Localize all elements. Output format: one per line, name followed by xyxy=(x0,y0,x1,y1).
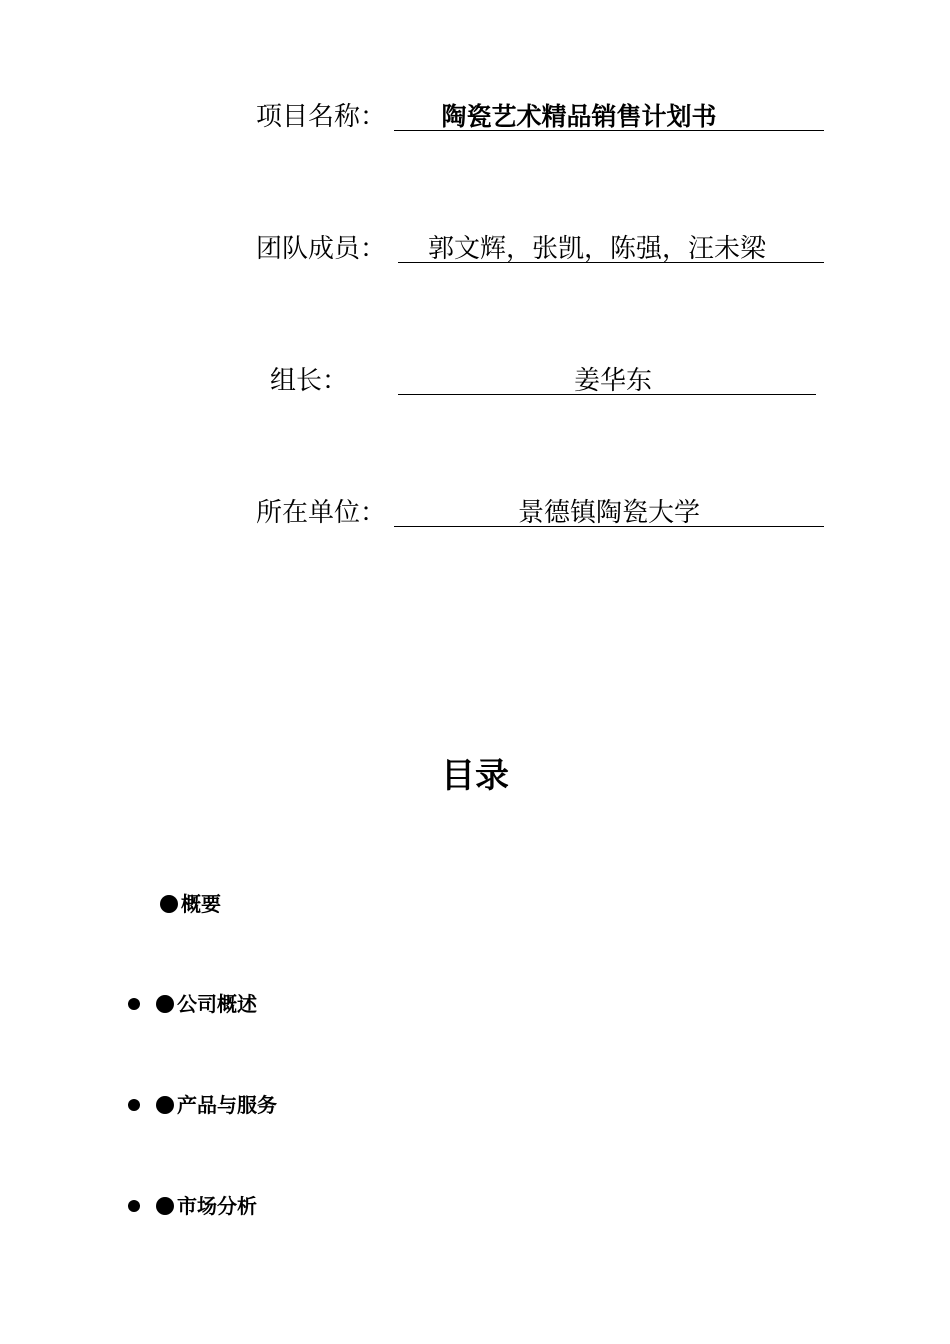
filled-circle-icon xyxy=(156,995,174,1013)
toc-title: 目录 xyxy=(441,756,509,796)
toc-item-market-analysis xyxy=(156,1192,257,1220)
list-bullet-icon xyxy=(128,1099,140,1111)
unit-row xyxy=(0,496,950,536)
list-bullet-icon xyxy=(128,1200,140,1212)
leader-label: 组长： xyxy=(270,366,349,396)
team-members-value: 郭文辉，张凯，陈强，汪未梁 xyxy=(428,234,767,264)
unit-label: 所在单位： xyxy=(256,498,387,528)
leader-value: 姜华东 xyxy=(573,366,652,396)
toc-item-label: 公司概述 xyxy=(177,992,257,1016)
project-name-label: 项目名称： xyxy=(256,102,387,132)
filled-circle-icon xyxy=(156,1197,174,1215)
team-members-label: 团队成员： xyxy=(256,234,387,264)
toc-item-label: 市场分析 xyxy=(177,1194,257,1218)
list-bullet-icon xyxy=(128,998,140,1010)
leader-row xyxy=(0,364,950,404)
filled-circle-icon xyxy=(160,895,178,913)
toc-item-label: 产品与服务 xyxy=(177,1093,277,1117)
toc-item-products-services xyxy=(156,1091,277,1119)
team-members-row xyxy=(0,232,950,272)
toc-item-label: 概要 xyxy=(181,892,221,916)
project-name-value: 陶瓷艺术精品销售计划书 xyxy=(441,102,717,131)
toc-item-company-overview xyxy=(156,990,257,1018)
unit-value: 景德镇陶瓷大学 xyxy=(517,498,700,528)
project-name-row xyxy=(0,100,950,140)
toc-item-summary xyxy=(160,890,221,918)
filled-circle-icon xyxy=(156,1096,174,1114)
